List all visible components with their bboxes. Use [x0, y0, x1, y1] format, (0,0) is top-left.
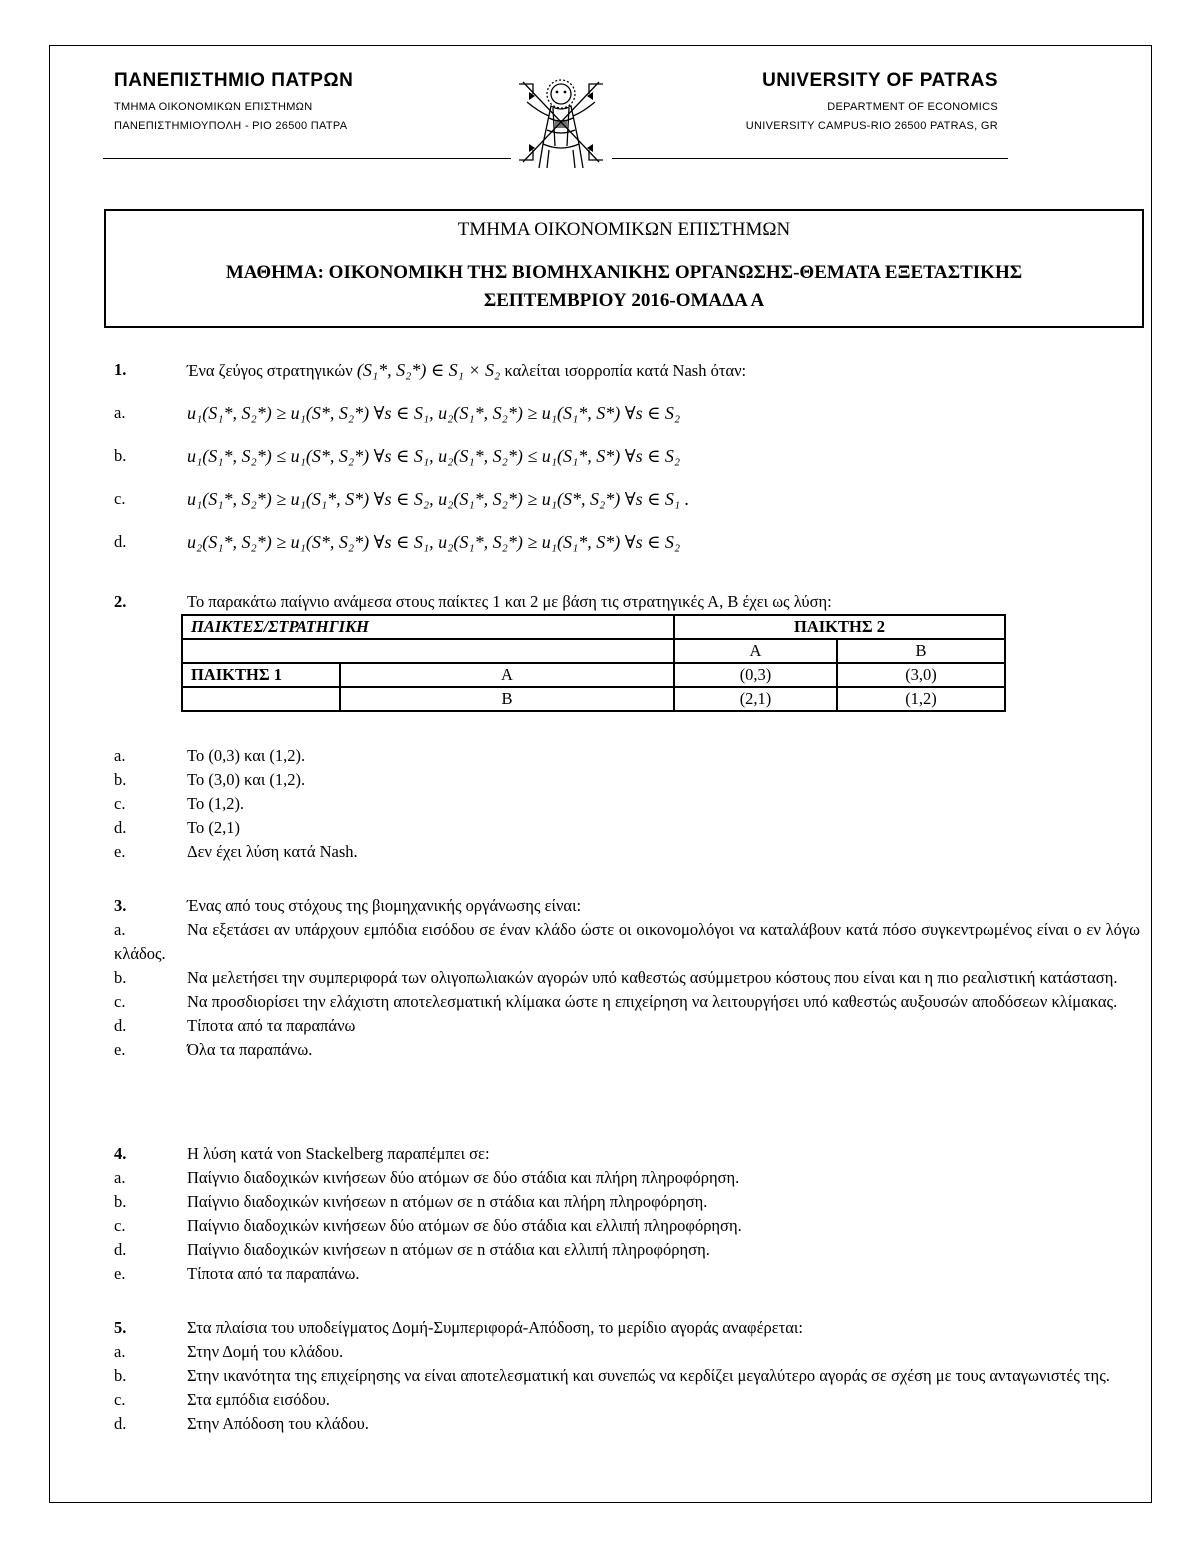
- option-key: c.: [114, 489, 126, 508]
- table-player2-header: ΠΑΙΚΤΗΣ 2: [674, 615, 1005, 639]
- university-seal-icon: [509, 72, 613, 172]
- option-d[interactable]: [114, 1014, 1140, 1038]
- option-text: Το (1,2).: [187, 794, 245, 813]
- option-key: c.: [114, 794, 126, 813]
- option-e[interactable]: [114, 1038, 1140, 1062]
- question-2-options: [114, 744, 1140, 864]
- question-1: [114, 356, 1140, 556]
- university-name-english: UNIVERSITY OF PATRAS: [762, 70, 998, 91]
- stem-math: (S₁*, S₂*) ∈ S₁ × S₂: [356, 360, 501, 380]
- table-col-a: Α: [674, 639, 837, 663]
- option-c[interactable]: [114, 1388, 1140, 1412]
- stem-text-2: καλείται ισορροπία κατά Nash όταν:: [504, 361, 747, 380]
- option-key: b.: [114, 968, 127, 987]
- table-corner-header: ΠΑΙΚΤΕΣ/ΣΤΡΑΤΗΓΙΚΗ: [182, 615, 674, 639]
- option-a[interactable]: [114, 1166, 1140, 1190]
- question-5: [114, 1316, 1140, 1436]
- option-math: u₁(S₁*, S₂*) ≥ u₁(S₁*, S*) ∀s ∈ S₂, u₂(S₁*, S₂*) ≥ u₁(S*, S₂*) ∀s ∈ S₁ .: [187, 489, 690, 509]
- option-text: Παίγνιο διαδοχικών κινήσεων δύο ατόμων σε δύο στάδια και ελλιπή πληροφόρηση.: [187, 1216, 742, 1235]
- exam-title-box: [104, 209, 1144, 328]
- option-key: a.: [114, 403, 126, 422]
- payoff-table: [181, 614, 1006, 712]
- option-text: Στην Δομή του κλάδου.: [187, 1342, 344, 1361]
- option-a[interactable]: [114, 399, 1140, 427]
- option-b[interactable]: [114, 1190, 1140, 1214]
- option-key: e.: [114, 842, 126, 861]
- table-cell-ab: (3,0): [837, 663, 1005, 687]
- option-key: d.: [114, 818, 127, 837]
- question-stem: Ένας από τους στόχους της βιομηχανικής οργάνωσης είναι:: [187, 896, 582, 915]
- department-greek: ΤΜΗΜΑ ΟΙΚΟΝΟΜΙΚΩΝ ΕΠΙΣΤΗΜΩΝ: [114, 101, 313, 113]
- question-stem: [187, 356, 746, 385]
- option-key: c.: [114, 992, 126, 1011]
- option-key: a.: [114, 1168, 126, 1187]
- option-b[interactable]: [114, 966, 1140, 990]
- department-english: DEPARTMENT OF ECONOMICS: [827, 101, 998, 113]
- question-number: 3.: [114, 896, 127, 915]
- option-text: Τίποτα από τα παραπάνω.: [187, 1264, 360, 1283]
- table-cell-aa: (0,3): [674, 663, 837, 687]
- option-text: Τίποτα από τα παραπάνω: [187, 1016, 356, 1035]
- option-key: b.: [114, 770, 127, 789]
- option-e[interactable]: [114, 840, 1140, 864]
- option-key: c.: [114, 1390, 126, 1409]
- option-key: d.: [114, 532, 127, 551]
- question-3: [114, 894, 1140, 1062]
- table-row-b: Β: [340, 687, 674, 711]
- header-rule-right: [612, 158, 1008, 159]
- option-text: Το (3,0) και (1,2).: [187, 770, 306, 789]
- table-cell-ba: (2,1): [674, 687, 837, 711]
- option-c[interactable]: [114, 1214, 1140, 1238]
- option-text: Παίγνιο διαδοχικών κινήσεων δύο ατόμων σε δύο στάδια και πλήρη πληροφόρηση.: [187, 1168, 740, 1187]
- option-text: Παίγνιο διαδοχικών κινήσεων n ατόμων σε n στάδια και πλήρη πληροφόρηση.: [187, 1192, 708, 1211]
- option-text: Στην ικανότητα της επιχείρησης να είναι αποτελεσματική και συνεπώς να κερδίζει μεγαλύτερο αγοράς σε σχέση με τους ανταγωνιστές της.: [187, 1366, 1110, 1385]
- title-course: [106, 259, 1142, 315]
- option-text: Να προσδιορίσει την ελάχιστη αποτελεσματική κλίμακα ώστε η επιχείρηση να λειτουργήσει υπό καθεστώς αυξουσών αποδόσεων κλίμακας.: [187, 992, 1118, 1011]
- table-cell-bb: (1,2): [837, 687, 1005, 711]
- option-key: e.: [114, 1264, 126, 1283]
- question-stem: Το παρακάτω παίγνιο ανάμεσα στους παίκτες 1 και 2 με βάση τις στρατηγικές Α, Β έχει ως λύση:: [187, 592, 832, 611]
- question-number: 5.: [114, 1318, 127, 1337]
- option-d[interactable]: [114, 528, 1140, 556]
- question-number: 1.: [114, 360, 127, 379]
- option-c[interactable]: [114, 792, 1140, 816]
- question-4: [114, 1142, 1140, 1286]
- option-e[interactable]: [114, 1262, 1140, 1286]
- header-left: [114, 70, 353, 136]
- header-right: [746, 70, 998, 136]
- question-number: 4.: [114, 1144, 127, 1163]
- university-name-greek: ΠΑΝΕΠΙΣΤΗΜΙΟ ΠΑΤΡΩΝ: [114, 70, 354, 91]
- option-c[interactable]: [114, 990, 1140, 1014]
- option-text: Δεν έχει λύση κατά Nash.: [187, 842, 358, 861]
- title-course-line2: ΣΕΠΤΕΜΒΡΙΟΥ 2016-ΟΜΑΔΑ Α: [483, 290, 765, 311]
- option-a[interactable]: [114, 918, 1140, 966]
- option-key: e.: [114, 1040, 126, 1059]
- option-math: u₁(S₁*, S₂*) ≤ u₁(S*, S₂*) ∀s ∈ S₁, u₂(S₁*, S₂*) ≤ u₁(S₁*, S*) ∀s ∈ S₂: [187, 446, 681, 466]
- option-d[interactable]: [114, 816, 1140, 840]
- option-key: c.: [114, 1216, 126, 1235]
- option-math: u₂(S₁*, S₂*) ≥ u₁(S*, S₂*) ∀s ∈ S₁, u₂(S₁*, S₂*) ≥ u₁(S₁*, S*) ∀s ∈ S₂: [187, 532, 681, 552]
- table-player1-header: ΠΑΙΚΤΗΣ 1: [182, 663, 340, 687]
- table-col-b: Β: [837, 639, 1005, 663]
- question-stem: Στα πλαίσια του υποδείγματος Δομή-Συμπεριφορά-Απόδοση, το μερίδιο αγοράς αναφέρεται:: [187, 1318, 803, 1337]
- option-text: Το (2,1): [187, 818, 240, 837]
- option-d[interactable]: [114, 1412, 1140, 1436]
- option-key: a.: [114, 1342, 126, 1361]
- option-text: Το (0,3) και (1,2).: [187, 746, 306, 765]
- table-row-a: Α: [340, 663, 674, 687]
- option-key: d.: [114, 1240, 127, 1259]
- option-text: Στην Απόδοση του κλάδου.: [187, 1414, 369, 1433]
- option-d[interactable]: [114, 1238, 1140, 1262]
- question-number: 2.: [114, 592, 127, 611]
- option-text: Στα εμπόδια εισόδου.: [187, 1390, 330, 1409]
- option-key: d.: [114, 1414, 127, 1433]
- table-empty-cell: [182, 687, 340, 711]
- title-department: ΤΜΗΜΑ ΟΙΚΟΝΟΜΙΚΩΝ ΕΠΙΣΤΗΜΩΝ: [457, 219, 791, 240]
- address-greek: ΠΑΝΕΠΙΣΤΗΜΙΟΥΠΟΛΗ - ΡΙΟ 26500 ΠΑΤΡΑ: [114, 120, 348, 132]
- table-empty-cell: [182, 639, 674, 663]
- option-b[interactable]: [114, 442, 1140, 470]
- option-a[interactable]: [114, 744, 1140, 768]
- option-key: a.: [114, 920, 126, 939]
- option-key: b.: [114, 446, 127, 465]
- question-2: [114, 590, 1140, 614]
- stem-text-1: Ένα ζεύγος στρατηγικών: [187, 361, 353, 380]
- address-english: UNIVERSITY CAMPUS-RIO 26500 PATRAS, GR: [745, 120, 998, 132]
- option-key: d.: [114, 1016, 127, 1035]
- option-key: b.: [114, 1366, 127, 1385]
- option-text: Να εξετάσει αν υπάρχουν εμπόδια εισόδου σε έναν κλάδο ώστε οι οικονομολόγοι να καταλάβουν κατά πόσο συγκεντρωμένος είναι ο εν λόγω κλάδος.: [114, 920, 1140, 963]
- header-rule-left: [103, 158, 511, 159]
- option-b[interactable]: [114, 768, 1140, 792]
- option-a[interactable]: [114, 1340, 1140, 1364]
- title-course-line1: ΜΑΘΗΜΑ: ΟΙΚΟΝΟΜΙΚΗ ΤΗΣ ΒΙΟΜΗΧΑΝΙΚΗΣ ΟΡΓΑΝΩΣΗΣ-ΘΕΜΑΤΑ ΕΞΕΤΑΣΤΙΚΗΣ: [225, 262, 1023, 283]
- option-math: u₁(S₁*, S₂*) ≥ u₁(S*, S₂*) ∀s ∈ S₁, u₂(S₁*, S₂*) ≥ u₁(S₁*, S*) ∀s ∈ S₂: [187, 403, 681, 423]
- option-b[interactable]: [114, 1364, 1140, 1388]
- option-text: Να μελετήσει την συμπεριφορά των ολιγοπωλιακών αγορών υπό καθεστώς ασύμμετρου κόστους που είναι και η πιο ρεαλιστική κατάσταση.: [187, 968, 1118, 987]
- option-key: a.: [114, 746, 126, 765]
- option-text: Όλα τα παραπάνω.: [187, 1040, 313, 1059]
- option-c[interactable]: [114, 485, 1140, 513]
- option-text: Παίγνιο διαδοχικών κινήσεων n ατόμων σε n στάδια και ελλιπή πληροφόρηση.: [187, 1240, 710, 1259]
- question-stem: Η λύση κατά von Stackelberg παραπέμπει σε:: [187, 1144, 490, 1163]
- option-key: b.: [114, 1192, 127, 1211]
